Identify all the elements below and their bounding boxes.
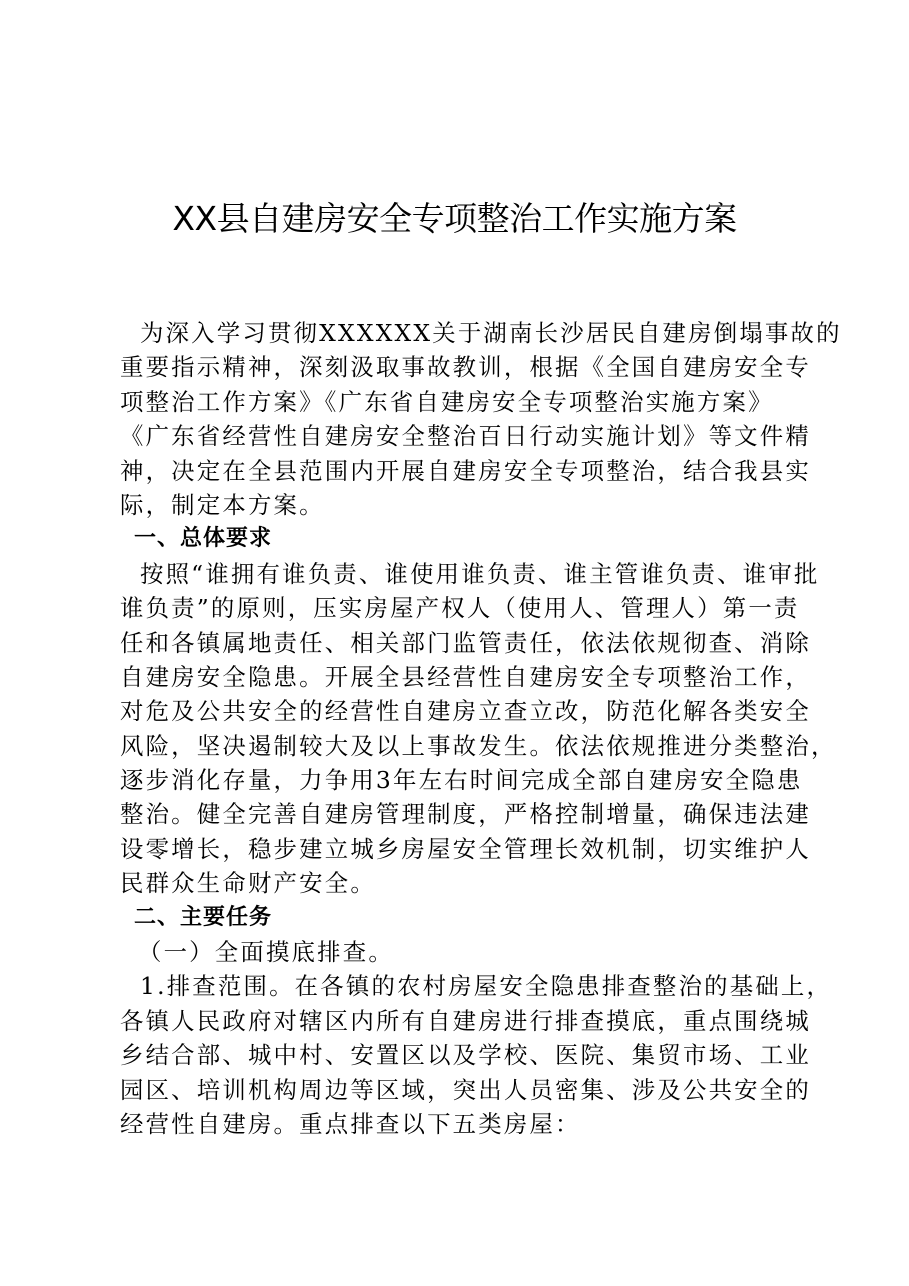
paragraph-line: 自建房安全隐患。开展全县经营性自建房安全专项整治工作， xyxy=(120,662,811,691)
paragraph-line: 各镇人民政府对辖区内所有自建房进行排查摸底，重点围绕城 xyxy=(120,1006,811,1035)
paragraph-line: 神，决定在全县范围内开展自建房安全专项整治，结合我县实 xyxy=(120,456,811,485)
paragraph-line: 际，制定本方案。 xyxy=(120,490,325,519)
paragraph-line: 整治。健全完善自建房管理制度，严格控制增量，确保违法建 xyxy=(120,800,811,829)
paragraph-line: 谁负责”的原则，压实房屋产权人（使用人、管理人）第一责 xyxy=(120,594,800,623)
paragraph-line: 经营性自建房。重点排查以下五类房屋： xyxy=(120,1109,581,1138)
paragraph-line: 设零增长，稳步建立城乡房屋安全管理长效机制，切实维护人 xyxy=(120,834,811,863)
paragraph-line: 对危及公共安全的经营性自建房立查立改，防范化解各类安全 xyxy=(120,697,811,726)
section-heading: 一、总体要求 xyxy=(134,526,273,552)
paragraph-line: 《广东省经营性自建房安全整治百日行动实施计划》等文件精 xyxy=(120,422,811,451)
paragraph-line: 风险，坚决遏制较大及以上事故发生。依法依规推进分类整治， xyxy=(120,731,837,760)
paragraph-line: 民群众生命财产安全。 xyxy=(120,869,376,898)
document-body xyxy=(120,316,842,1141)
subsection-heading: （一）全面摸底排查。 xyxy=(138,938,394,967)
paragraph-line: 按照“谁拥有谁负责、谁使用谁负责、谁主管谁负责、谁审批 xyxy=(140,559,820,588)
paragraph-line: 逐步消化存量，力争用3年左右时间完成全部自建房安全隐患 xyxy=(120,766,803,795)
paragraph-line: 任和各镇属地责任、相关部门监管责任，依法依规彻查、消除 xyxy=(120,628,811,657)
paragraph-line: 项整治工作方案》《广东省自建房安全专项整治实施方案》 xyxy=(120,387,774,416)
paragraph-line: 1.排查范围。在各镇的农村房屋安全隐患排查整治的基础上， xyxy=(140,972,833,1001)
section-heading: 二、主要任务 xyxy=(134,904,273,930)
paragraph-line: 园区、培训机构周边等区域，突出人员密集、涉及公共安全的 xyxy=(120,1075,811,1104)
paragraph-line: 为深入学习贯彻XXXXXX关于湖南长沙居民自建房倒塌事故的 xyxy=(140,319,842,347)
paragraph-line: 重要指示精神，深刻汲取事故教训，根据《全国自建房安全专 xyxy=(120,353,811,382)
paragraph-line: 乡结合部、城中村、安置区以及学校、医院、集贸市场、工业 xyxy=(120,1041,811,1070)
document-title: XX县自建房安全专项整治工作实施方案 xyxy=(172,199,737,238)
